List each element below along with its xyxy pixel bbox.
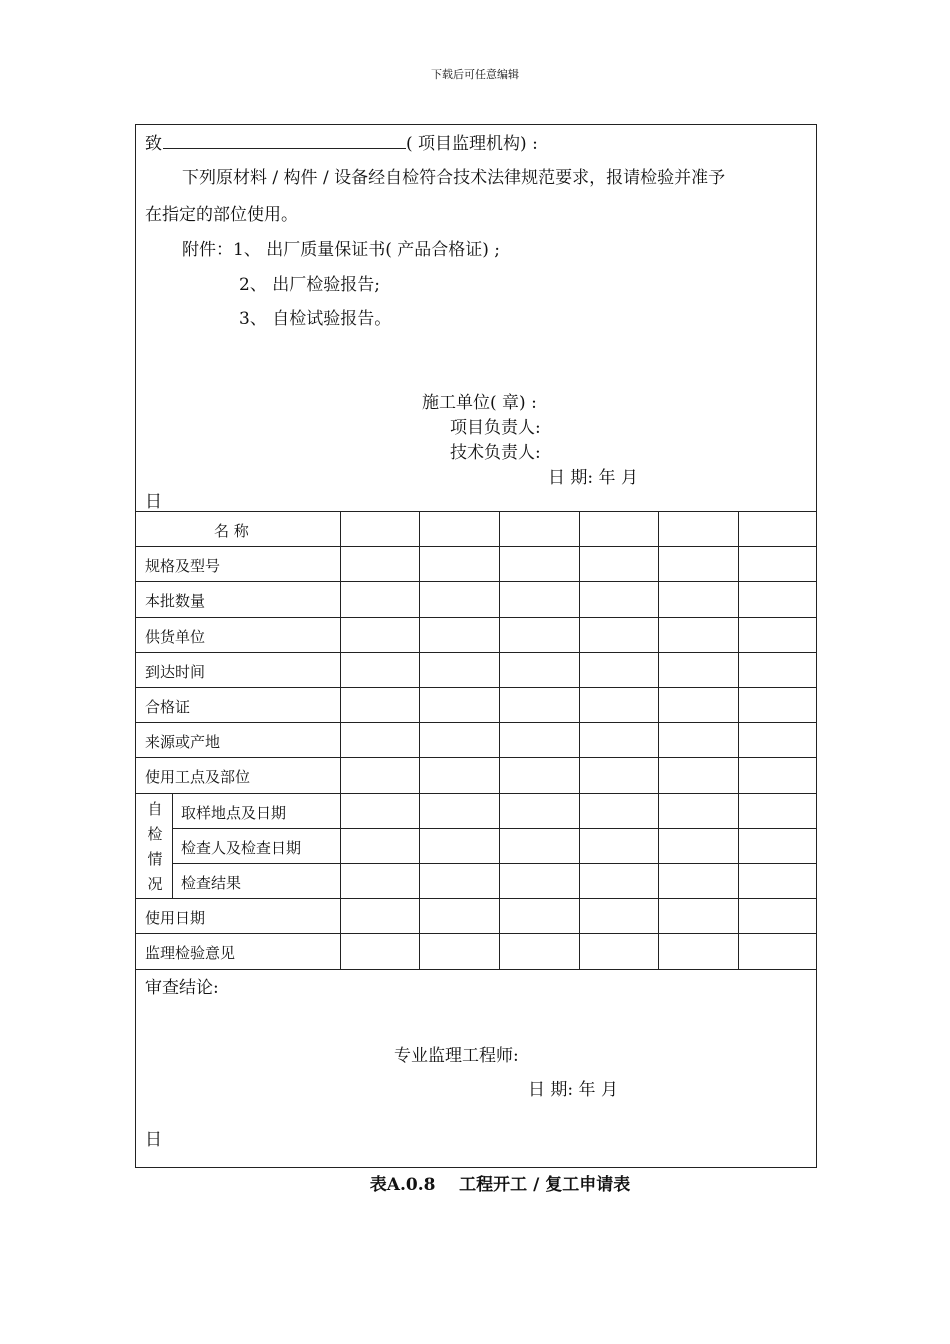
value-cell[interactable] <box>580 582 657 615</box>
header-note: 下载后可任意编辑 <box>431 68 519 81</box>
value-cell[interactable] <box>420 899 498 932</box>
value-cell[interactable] <box>580 829 657 862</box>
value-cell[interactable] <box>580 899 657 932</box>
value-cell[interactable] <box>580 547 657 580</box>
attachment-1: 附件：1、 出厂质量保证书( 产品合格证) ; <box>182 240 501 260</box>
value-cell[interactable] <box>500 582 578 615</box>
value-cell[interactable] <box>580 794 657 827</box>
row-label: 到达时间 <box>145 662 206 681</box>
review-date: 日 期: 年 月 <box>528 1080 618 1100</box>
value-cell[interactable] <box>659 582 737 615</box>
supervising-engineer: 专业监理工程师: <box>394 1046 519 1066</box>
value-cell[interactable] <box>739 653 817 686</box>
body-line-1: 下列原材料 / 构件 / 设备经自检符合技术法律规范要求，报请检验并准予 <box>182 168 726 188</box>
value-cell[interactable] <box>420 758 498 791</box>
review-date-day: 日 <box>145 1130 162 1150</box>
value-cell[interactable] <box>341 688 418 721</box>
value-cell[interactable] <box>580 758 657 791</box>
value-cell[interactable] <box>341 547 418 580</box>
value-cell[interactable] <box>659 829 737 862</box>
value-cell[interactable] <box>659 794 737 827</box>
value-cell[interactable] <box>500 794 578 827</box>
to-suffix: ( 项目监理机构) : <box>406 134 538 154</box>
value-cell[interactable] <box>341 512 418 545</box>
value-cell[interactable] <box>500 829 578 862</box>
row-label: 使用日期 <box>145 909 206 928</box>
value-cell[interactable] <box>739 618 817 651</box>
value-cell[interactable] <box>580 653 657 686</box>
recipient-blank-line <box>163 148 406 149</box>
self-check-label <box>146 797 164 897</box>
value-cell[interactable] <box>739 688 817 721</box>
value-cell[interactable] <box>659 864 737 897</box>
value-cell[interactable] <box>420 723 498 756</box>
value-cell[interactable] <box>420 794 498 827</box>
attachment-3: 3、 自检试验报告。 <box>239 309 392 329</box>
value-cell[interactable] <box>341 723 418 756</box>
value-cell[interactable] <box>659 688 737 721</box>
value-cell[interactable] <box>420 934 498 967</box>
value-cell[interactable] <box>739 758 817 791</box>
contractor-seal: 施工单位( 章) : <box>422 393 537 413</box>
value-cell[interactable] <box>739 829 817 862</box>
value-cell[interactable] <box>580 723 657 756</box>
value-cell[interactable] <box>341 829 418 862</box>
row-label: 规格及型号 <box>145 557 221 576</box>
review-conclusion-label: 审查结论: <box>145 978 219 998</box>
row-label: 监理检验意见 <box>145 944 236 963</box>
value-cell[interactable] <box>659 758 737 791</box>
row-label: 使用工点及部位 <box>145 768 251 787</box>
value-cell[interactable] <box>739 582 817 615</box>
value-cell[interactable] <box>500 864 578 897</box>
value-cell[interactable] <box>500 723 578 756</box>
row-label: 本批数量 <box>145 592 206 611</box>
value-cell[interactable] <box>500 758 578 791</box>
row-label: 名 称 <box>214 522 249 540</box>
footer-caption: 表A.0.8 工程开工 / 复工申请表 <box>369 1175 631 1195</box>
value-cell[interactable] <box>500 512 578 545</box>
value-cell[interactable] <box>739 547 817 580</box>
value-cell[interactable] <box>739 934 817 967</box>
value-cell[interactable] <box>420 547 498 580</box>
self-check-char: 况 <box>147 874 163 893</box>
value-cell[interactable] <box>659 653 737 686</box>
value-cell[interactable] <box>580 618 657 651</box>
value-cell[interactable] <box>500 899 578 932</box>
value-cell[interactable] <box>500 934 578 967</box>
self-check-item: 取样地点及日期 <box>181 803 287 822</box>
value-cell[interactable] <box>341 758 418 791</box>
value-cell[interactable] <box>500 653 578 686</box>
self-check-char: 情 <box>147 849 163 868</box>
grid-row-line <box>136 969 816 970</box>
self-check-char: 检 <box>147 824 163 843</box>
value-cell[interactable] <box>739 723 817 756</box>
to-prefix: 致 <box>145 134 162 154</box>
self-check-divider <box>172 793 173 899</box>
value-cell[interactable] <box>500 618 578 651</box>
row-label: 合格证 <box>145 698 191 716</box>
value-cell[interactable] <box>739 512 817 545</box>
attachment-2: 2、 出厂检验报告; <box>239 275 380 295</box>
self-check-item: 检查结果 <box>181 874 242 892</box>
value-cell[interactable] <box>739 794 817 827</box>
tech-lead: 技术负责人: <box>450 443 541 463</box>
value-cell[interactable] <box>341 794 418 827</box>
value-cell[interactable] <box>659 934 737 967</box>
material-inspection-form <box>135 124 817 1168</box>
value-cell[interactable] <box>341 582 418 615</box>
project-lead: 项目负责人: <box>450 418 541 438</box>
value-cell[interactable] <box>659 723 737 756</box>
value-cell[interactable] <box>659 899 737 932</box>
value-cell[interactable] <box>659 512 737 545</box>
value-cell[interactable] <box>341 653 418 686</box>
row-label: 供货单位 <box>145 627 206 646</box>
row-label: 来源或产地 <box>145 733 221 752</box>
self-check-char: 自 <box>147 799 163 818</box>
value-cell[interactable] <box>659 547 737 580</box>
value-cell[interactable] <box>659 618 737 651</box>
value-cell[interactable] <box>739 899 817 932</box>
value-cell[interactable] <box>580 864 657 897</box>
value-cell[interactable] <box>580 688 657 721</box>
value-cell[interactable] <box>341 618 418 651</box>
value-cell[interactable] <box>341 899 418 932</box>
value-cell[interactable] <box>739 864 817 897</box>
value-cell[interactable] <box>341 864 418 897</box>
value-cell[interactable] <box>420 864 498 897</box>
value-cell[interactable] <box>500 688 578 721</box>
value-cell[interactable] <box>420 512 498 545</box>
value-cell[interactable] <box>341 934 418 967</box>
value-cell[interactable] <box>580 934 657 967</box>
request-date-day: 日 <box>145 492 162 512</box>
request-date: 日 期: 年 月 <box>548 468 638 488</box>
value-cell[interactable] <box>420 688 498 721</box>
body-line-2: 在指定的部位使用。 <box>145 205 298 225</box>
value-cell[interactable] <box>420 582 498 615</box>
value-cell[interactable] <box>500 547 578 580</box>
self-check-item: 检查人及检查日期 <box>181 838 302 857</box>
value-cell[interactable] <box>420 829 498 862</box>
value-cell[interactable] <box>580 512 657 545</box>
value-cell[interactable] <box>420 618 498 651</box>
value-cell[interactable] <box>420 653 498 686</box>
